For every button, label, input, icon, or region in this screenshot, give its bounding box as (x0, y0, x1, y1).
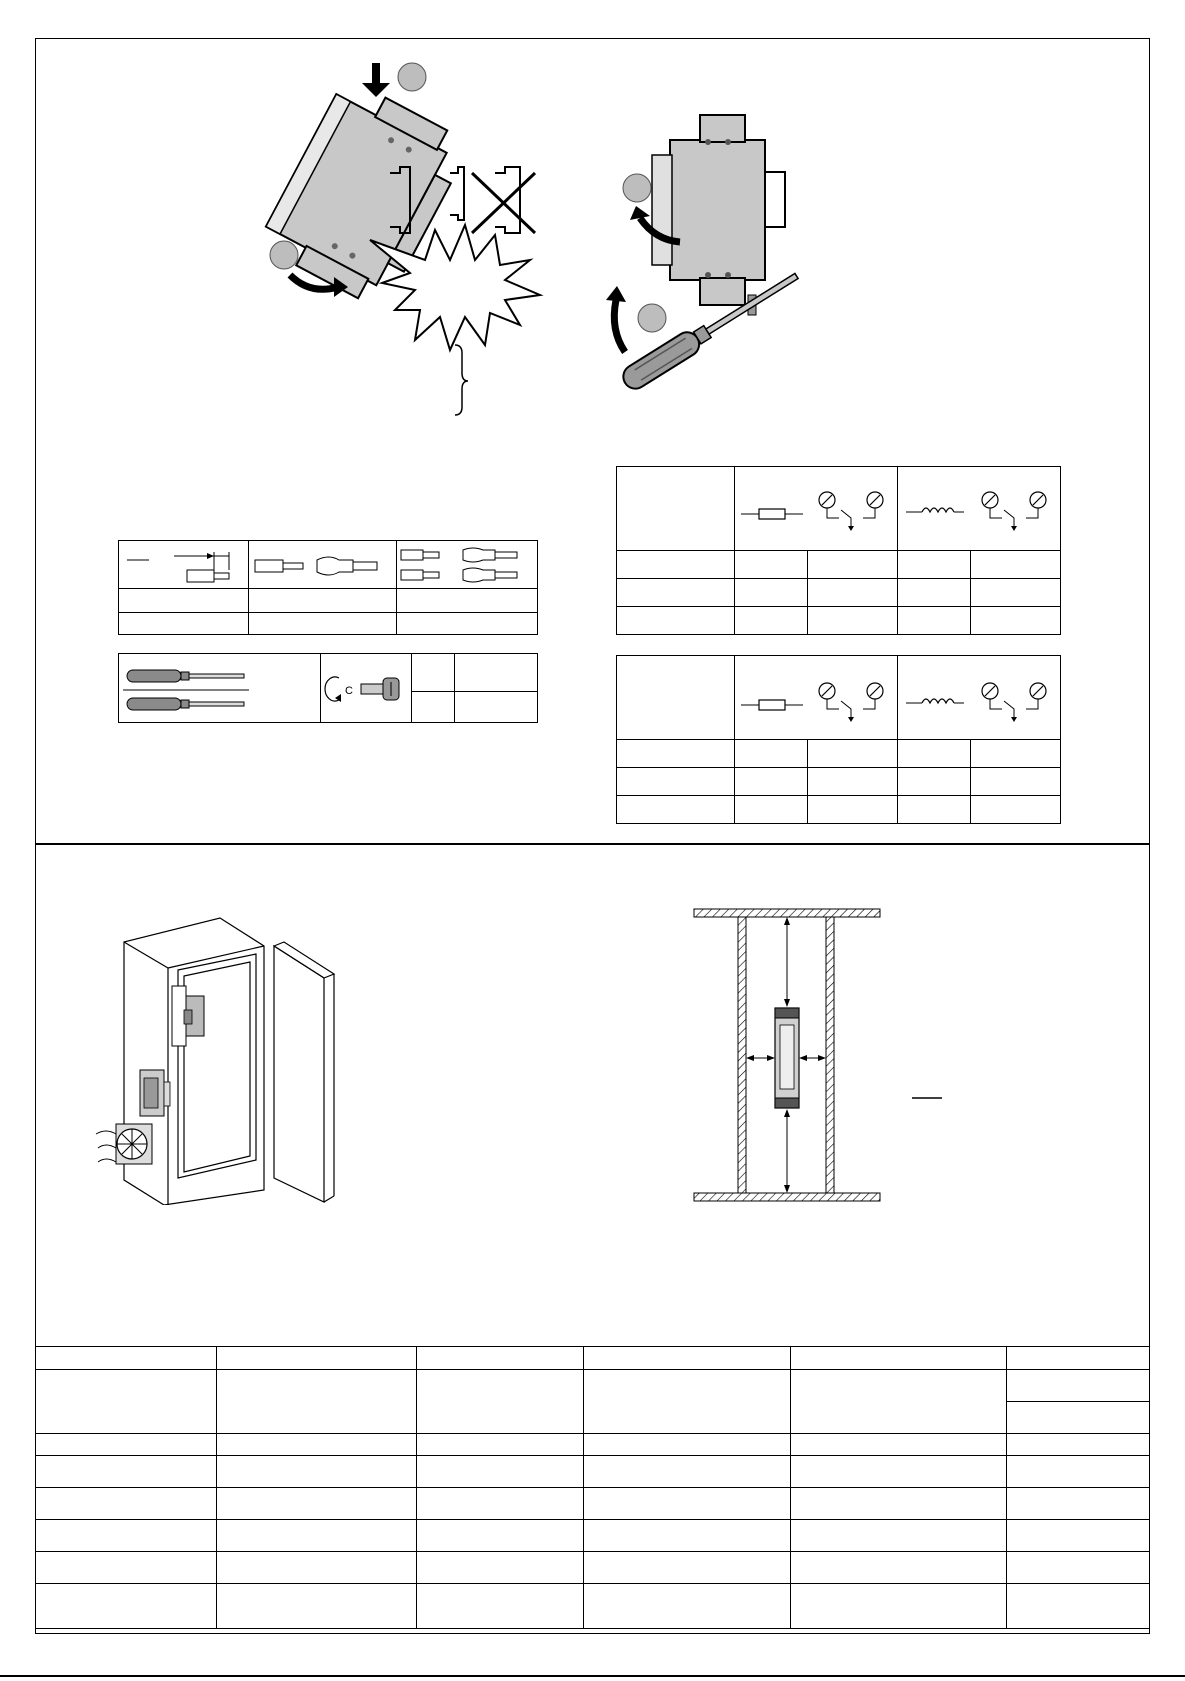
step-1-circle (398, 63, 426, 91)
table-cell (971, 607, 1061, 635)
table-cell (617, 551, 735, 579)
torque-icon-cell (320, 654, 411, 723)
table-cell (617, 656, 735, 740)
table-cell (416, 1434, 583, 1456)
table-cell (735, 551, 808, 579)
table-cell (808, 768, 898, 796)
table-cell (791, 1370, 1007, 1434)
table-cell (617, 607, 735, 635)
table-cell (249, 589, 396, 613)
table-cell (583, 1584, 791, 1629)
inductive-load-header (898, 656, 1061, 740)
table-cell (416, 1370, 583, 1434)
table-cell (808, 579, 898, 607)
table-cell (735, 768, 808, 796)
table-cell (416, 1552, 583, 1584)
step-3-circle (623, 174, 651, 202)
table-cell (1006, 1402, 1149, 1434)
table-cell (583, 1520, 791, 1552)
resistive-load-header (735, 467, 898, 551)
phillips-screwdriver-icon (127, 698, 244, 710)
table-cell (411, 654, 454, 692)
section-divider (35, 843, 1150, 845)
table-cell (791, 1434, 1007, 1456)
table-cell (808, 607, 898, 635)
table-cell (1006, 1488, 1149, 1520)
crossed-out-rail-icon (472, 167, 535, 233)
table-cell (119, 589, 249, 613)
table-cell (1006, 1520, 1149, 1552)
table-cell (617, 740, 735, 768)
table-header-cell (416, 1347, 583, 1370)
table-cell (735, 796, 808, 824)
table-cell (971, 740, 1061, 768)
page-bottom-rule (0, 1675, 1185, 1677)
table-cell (808, 796, 898, 824)
table-cell (216, 1552, 416, 1584)
table-cell (898, 796, 971, 824)
arrow-down-icon (362, 63, 390, 97)
table-cell (791, 1552, 1007, 1584)
table-cell (898, 579, 971, 607)
table-cell (617, 579, 735, 607)
table-cell (808, 551, 898, 579)
table-cell (1006, 1584, 1149, 1629)
contact-icon (819, 683, 883, 722)
table-cell (216, 1456, 416, 1488)
table-cell (791, 1584, 1007, 1629)
table-cell (971, 579, 1061, 607)
flat-screwdriver-icon (127, 670, 244, 682)
contact-load-table-2 (616, 655, 1061, 824)
contact-icon (982, 492, 1046, 531)
screwdriver-cell (119, 654, 321, 723)
table-header-cell (791, 1347, 1007, 1370)
table-cell (617, 768, 735, 796)
power-supply-module (140, 1070, 170, 1116)
table-header-cell (216, 1347, 416, 1370)
wire-specification-table (118, 540, 538, 635)
table-cell (216, 1488, 416, 1520)
table-cell (791, 1488, 1007, 1520)
table-cell (808, 740, 898, 768)
table-cell (735, 740, 808, 768)
inductive-load-icon (906, 508, 964, 512)
table-cell (416, 1456, 583, 1488)
table-cell (583, 1434, 791, 1456)
strip-length-cell (119, 541, 249, 589)
table-cell (971, 796, 1061, 824)
table-cell (216, 1520, 416, 1552)
table-cell (1006, 1456, 1149, 1488)
table-cell (249, 613, 396, 635)
table-cell (416, 1584, 583, 1629)
table-header-cell (1006, 1347, 1149, 1370)
table-cell (583, 1370, 791, 1434)
din-rail-removal-illustration (590, 100, 850, 390)
table-cell (36, 1488, 217, 1520)
table-cell (36, 1520, 217, 1552)
table-cell (411, 691, 454, 722)
table-cell (898, 768, 971, 796)
table-cell (1006, 1434, 1149, 1456)
table-cell (416, 1520, 583, 1552)
resistive-load-icon (741, 509, 803, 519)
table-cell (216, 1434, 416, 1456)
table-cell (617, 467, 735, 551)
contact-icon (982, 683, 1046, 722)
inductive-load-icon (906, 699, 964, 703)
fan-icon (116, 1124, 152, 1164)
spacing-requirements-diagram (690, 905, 960, 1205)
table-cell (617, 796, 735, 824)
table-cell (119, 613, 249, 635)
tools-torque-table (118, 653, 538, 723)
relay-module-front (652, 115, 785, 315)
din-rail-mounting-illustration (250, 55, 560, 435)
table-header-cell (583, 1347, 791, 1370)
screw-icon (361, 678, 399, 700)
table-cell (455, 654, 538, 692)
table-cell (36, 1456, 217, 1488)
step-2-circle (270, 241, 298, 269)
table-cell (36, 1370, 217, 1434)
table-cell (898, 607, 971, 635)
table-cell (791, 1520, 1007, 1552)
svg-text:C: C (344, 685, 353, 697)
enclosure-installation-illustration (88, 910, 368, 1205)
contact-icon (819, 492, 883, 531)
table-cell (36, 1434, 217, 1456)
table-cell (396, 589, 537, 613)
table-cell (36, 1552, 217, 1584)
double-wire-cell (396, 541, 537, 589)
table-header-cell (36, 1347, 217, 1370)
table-cell (36, 1584, 217, 1629)
specifications-table (35, 1346, 1150, 1629)
table-cell (735, 579, 808, 607)
table-cell (416, 1488, 583, 1520)
inductive-load-header (898, 467, 1061, 551)
table-cell (971, 768, 1061, 796)
resistive-load-icon (741, 700, 803, 710)
relay-module-front (775, 1008, 799, 1108)
table-cell (583, 1488, 791, 1520)
table-cell (216, 1584, 416, 1629)
table-cell (216, 1370, 416, 1434)
table-cell (898, 740, 971, 768)
table-cell (898, 551, 971, 579)
table-cell (583, 1456, 791, 1488)
resistive-load-header (735, 656, 898, 740)
table-cell (1006, 1370, 1149, 1402)
relay-module-mounted (172, 986, 204, 1046)
table-cell (583, 1552, 791, 1584)
table-cell (396, 613, 537, 635)
single-wire-cell (249, 541, 396, 589)
table-cell (791, 1456, 1007, 1488)
table-cell (1006, 1552, 1149, 1584)
contact-load-table-1 (616, 466, 1061, 635)
table-cell (735, 607, 808, 635)
table-cell (455, 691, 538, 722)
step-4-circle (638, 304, 666, 332)
table-cell (971, 551, 1061, 579)
